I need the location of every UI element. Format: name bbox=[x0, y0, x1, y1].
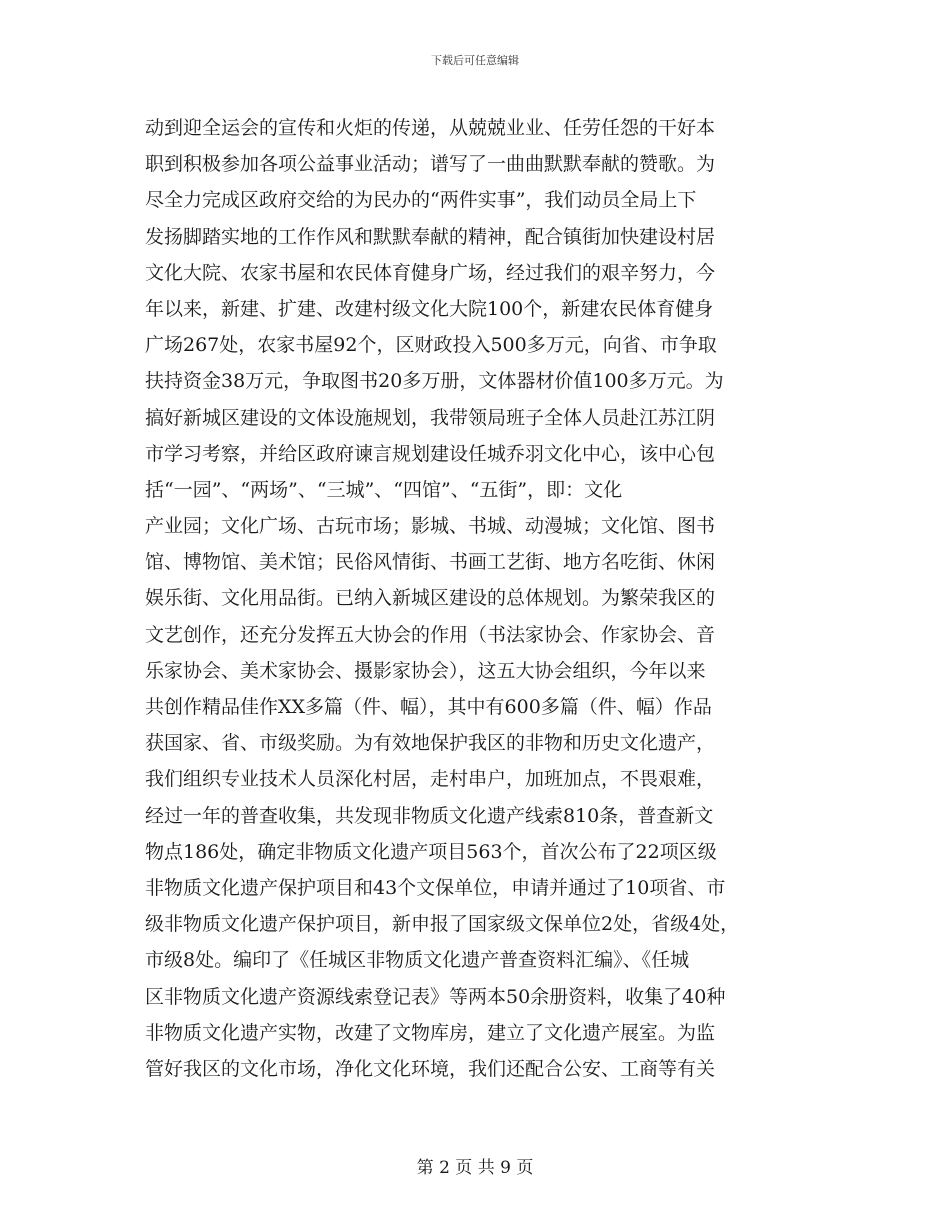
body-text bbox=[145, 110, 835, 1087]
text-line: 扶持资金38万元，争取图书20多万册，文体器材价值100多万元。为 bbox=[145, 370, 724, 393]
text-line: 经过一年的普查收集，共发现非物质文化遗产线索810条，普查新文 bbox=[145, 804, 714, 827]
text-line: 年以来，新建、扩建、改建村级文化大院100个，新建农民体育健身 bbox=[145, 297, 714, 320]
page-header: 下载后可任意编辑 bbox=[431, 54, 519, 67]
text-line: 我们组织专业技术人员深化村居，走村串户，加班加点，不畏艰难， bbox=[145, 768, 716, 791]
text-line: 馆、博物馆、美术馆；民俗风情街、书画工艺街、地方名吃街、休闲 bbox=[145, 551, 716, 574]
text-line: 发扬脚踏实地的工作作风和默默奉献的精神，配合镇街加快建设村居 bbox=[145, 225, 716, 248]
text-line: 文化大院、农家书屋和农民体育健身广场，经过我们的艰辛努力，今 bbox=[145, 261, 716, 284]
text-line: 娱乐街、文化用品街。已纳入新城区建设的总体规划。为繁荣我区的 bbox=[145, 587, 716, 610]
text-line: 文艺创作，还充分发挥五大协会的作用（书法家协会、作家协会、音 bbox=[145, 623, 716, 646]
text-line: 非物质文化遗产实物，改建了文物库房，建立了文化遗产展室。为监 bbox=[145, 1021, 716, 1044]
text-line: 市学习考察，并给区政府谏言规划建设任城乔羽文化中心，该中心包 bbox=[145, 442, 716, 465]
text-line: 产业园；文化广场、古玩市场；影城、书城、动漫城；文化馆、图书 bbox=[145, 515, 716, 538]
text-line: 获国家、省、市级奖励。为有效地保护我区的非物和历史文化遗产， bbox=[145, 732, 716, 755]
text-line: 职到积极参加各项公益事业活动；谱写了一曲曲默默奉献的赞歌。为 bbox=[145, 153, 716, 176]
text-line: 广场267处，农家书屋92个，区财政投入500多万元，向省、市争取 bbox=[145, 334, 717, 357]
text-line: 级非物质文化遗产保护项目，新申报了国家级文保单位2处，省级4处， bbox=[145, 913, 740, 936]
text-line: 管好我区的文化市场，净化文化环境，我们还配合公安、工商等有关 bbox=[145, 1057, 716, 1080]
text-line: 市级8处。编印了《任城区非物质文化遗产普查资料汇编》、《任城 bbox=[145, 949, 690, 972]
text-line: 尽全力完成区政府交给的为民办的“两件实事”，我们动员全局上下 bbox=[145, 189, 697, 212]
text-line: 物点186处，确定非物质文化遗产项目563个，首次公布了22项区级 bbox=[145, 840, 717, 863]
text-line: 括“一园”、“两场”、“三城”、“四馆”、“五街”，即：文化 bbox=[145, 478, 623, 501]
page-number: 第 2 页 共 9 页 bbox=[416, 1158, 534, 1178]
text-line: 非物质文化遗产保护项目和43个文保单位，申请并通过了10项省、市 bbox=[145, 876, 726, 899]
text-line: 搞好新城区建设的文体设施规划，我带领局班子全体人员赴江苏江阴 bbox=[145, 406, 716, 429]
text-line: 动到迎全运会的宣传和火炬的传递，从兢兢业业、任劳任怨的干好本 bbox=[145, 117, 716, 139]
text-line: 共创作精品佳作XX多篇（件、幅），其中有600多篇（件、幅）作品 bbox=[145, 696, 712, 718]
text-line: 区非物质文化遗产资源线索登记表》等两本50余册资料，收集了40种 bbox=[145, 985, 726, 1008]
text-line: 乐家协会、美术家协会、摄影家协会），这五大协会组织，今年以来 bbox=[145, 659, 706, 682]
